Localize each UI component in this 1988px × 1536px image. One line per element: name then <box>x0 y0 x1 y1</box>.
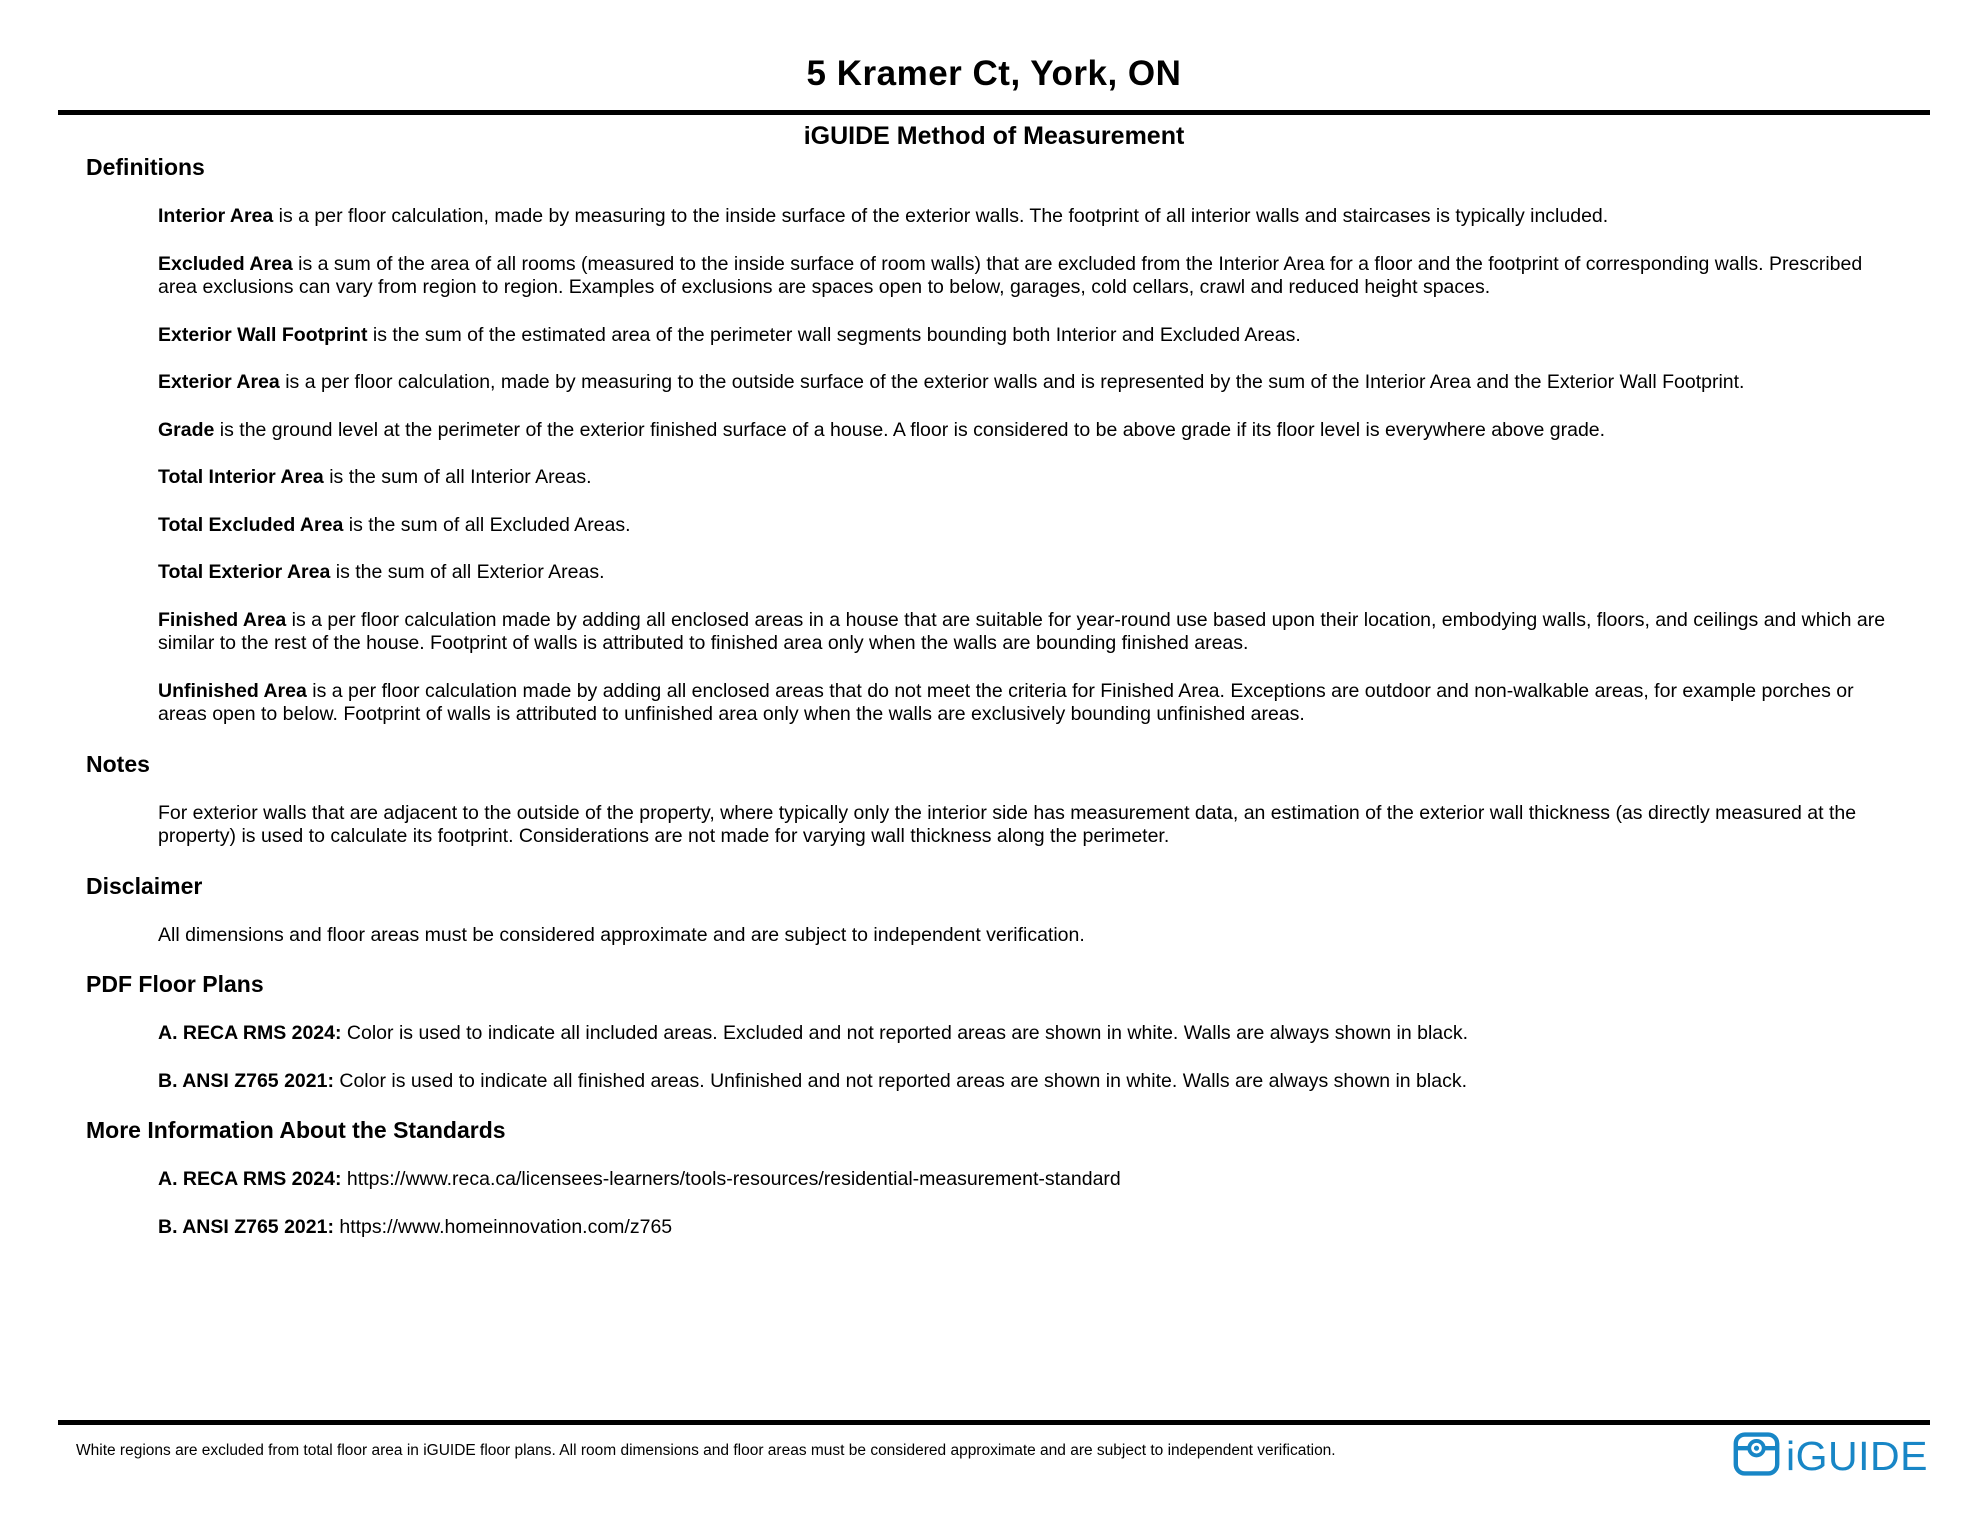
page-subtitle: iGUIDE Method of Measurement <box>803 122 1185 150</box>
definition-unfinished-area <box>158 680 1905 727</box>
definition-text: is the sum of all Exterior Areas. <box>335 561 605 583</box>
definition-text: is a sum of the area of all rooms (measured to the inside surface of room walls) that are excluded from the Interior Area for a floor and the footprint of corresponding walls. Prescribed area exclusions can vary from region to region. Examples of exclusions are spaces open to below, garages, cold cellars, crawl and reduced height spaces. <box>158 252 1863 298</box>
iguide-camera-icon <box>1733 1432 1780 1481</box>
definition-term: Total Exterior Area <box>158 561 331 583</box>
section-pdf-floor-plans <box>58 971 1930 1093</box>
definition-text: is a per floor calculation, made by measuring to the outside surface of the exterior walls and is represented by the sum of the Interior Area and the Exterior Wall Footprint. <box>285 371 1745 393</box>
definition-exterior-area <box>158 371 1905 395</box>
notes-heading: Notes <box>86 750 150 777</box>
pdf-floor-plans-heading: PDF Floor Plans <box>86 971 264 997</box>
definition-term: Finished Area <box>158 608 287 631</box>
iguide-logo-text: iGUIDE <box>1786 1433 1928 1479</box>
standard-label: B. ANSI Z765 2021: <box>158 1069 334 1092</box>
section-more-information <box>58 1117 1930 1239</box>
standard-url: https://www.homeinnovation.com/z765 <box>339 1215 673 1238</box>
definition-grade <box>158 419 1905 443</box>
footer-divider <box>58 1420 1930 1425</box>
definition-excluded-area <box>158 253 1905 300</box>
definition-term: Unfinished Area <box>158 679 307 702</box>
section-disclaimer <box>58 873 1930 948</box>
definition-text: is the sum of the estimated area of the perimeter wall segments bounding both Interior and Excluded Areas. <box>372 323 1301 346</box>
disclaimer-paragraph: All dimensions and floor areas must be considered approximate and are subject to independent verification. <box>158 923 1085 946</box>
more-information-item-b <box>158 1216 1905 1240</box>
definition-term: Total Interior Area <box>158 466 324 488</box>
definition-term: Exterior Wall Footprint <box>158 323 368 346</box>
iguide-logo <box>1733 1432 1928 1481</box>
definition-total-exterior-area <box>158 561 1905 585</box>
section-definitions <box>58 154 1930 727</box>
standard-url: https://www.reca.ca/licensees-learners/tools-resources/residential-measurement-standard <box>346 1168 1121 1190</box>
definition-term: Excluded Area <box>158 252 293 275</box>
standard-label: A. RECA RMS 2024: <box>158 1168 342 1190</box>
definitions-heading: Definitions <box>86 154 205 180</box>
standard-label: A. RECA RMS 2024: <box>158 1022 342 1044</box>
header-divider <box>58 110 1930 115</box>
definition-text: is the sum of all Excluded Areas. <box>348 513 631 536</box>
definition-total-interior-area <box>158 466 1905 490</box>
more-information-heading: More Information About the Standards <box>86 1117 506 1143</box>
definition-text: is a per floor calculation, made by measuring to the inside surface of the exterior walls. The footprint of all interior walls and staircases is typically included. <box>278 205 1609 227</box>
definition-text: is a per floor calculation made by adding all enclosed areas in a house that are suitable for year-round use based upon their location, embodying walls, floors, and ceilings and which are similar to the rest of the house. Footprint of walls is attributed to finished area only when the walls are bounding finished areas. <box>158 608 1886 654</box>
definition-exterior-wall-footprint <box>158 324 1905 348</box>
pdf-floor-plans-item-b <box>158 1070 1905 1094</box>
definition-text: is the ground level at the perimeter of the exterior finished surface of a house. A floor is considered to be above grade if its floor level is everywhere above grade. <box>219 418 1606 441</box>
footer-note: White regions are excluded from total floor area in iGUIDE floor plans. All room dimensions and floor areas must be considered approximate and are subject to independent verification. <box>76 1442 1336 1459</box>
pdf-floor-plans-item-a <box>158 1022 1905 1046</box>
definition-total-excluded-area <box>158 514 1905 538</box>
definition-term: Total Excluded Area <box>158 513 344 536</box>
definition-text: is the sum of all Interior Areas. <box>329 466 592 488</box>
definition-text: is a per floor calculation made by adding all enclosed areas that do not meet the criteria for Finished Area. Exceptions are outdoor and non-walkable areas, for example porches or areas open to below. Footprint of walls is attributed to unfinished area only when the walls are exclusively bounding unfinished areas. <box>158 679 1854 725</box>
disclaimer-heading: Disclaimer <box>86 872 203 899</box>
definition-term: Interior Area <box>158 205 274 227</box>
notes-paragraph: For exterior walls that are adjacent to the outside of the property, where typically only the interior side has measurement data, an estimation of the exterior wall thickness (as directly measured at the property) is used to calculate its footprint. Considerations are not made for varying wall thickness along the perimeter. <box>158 801 1857 847</box>
standard-text: Color is used to indicate all included areas. Excluded and not reported areas are shown in white. Walls are always shown in black. <box>346 1022 1469 1044</box>
definition-term: Exterior Area <box>158 371 280 393</box>
standard-label: B. ANSI Z765 2021: <box>158 1215 334 1238</box>
definition-term: Grade <box>158 418 215 441</box>
more-information-item-a <box>158 1168 1905 1192</box>
standard-text: Color is used to indicate all finished areas. Unfinished and not reported areas are shown in white. Walls are always shown in black. <box>339 1069 1467 1092</box>
definition-interior-area <box>158 205 1905 229</box>
page-title: 5 Kramer Ct, York, ON <box>806 54 1182 93</box>
definition-finished-area <box>158 609 1905 656</box>
section-notes <box>58 751 1930 849</box>
